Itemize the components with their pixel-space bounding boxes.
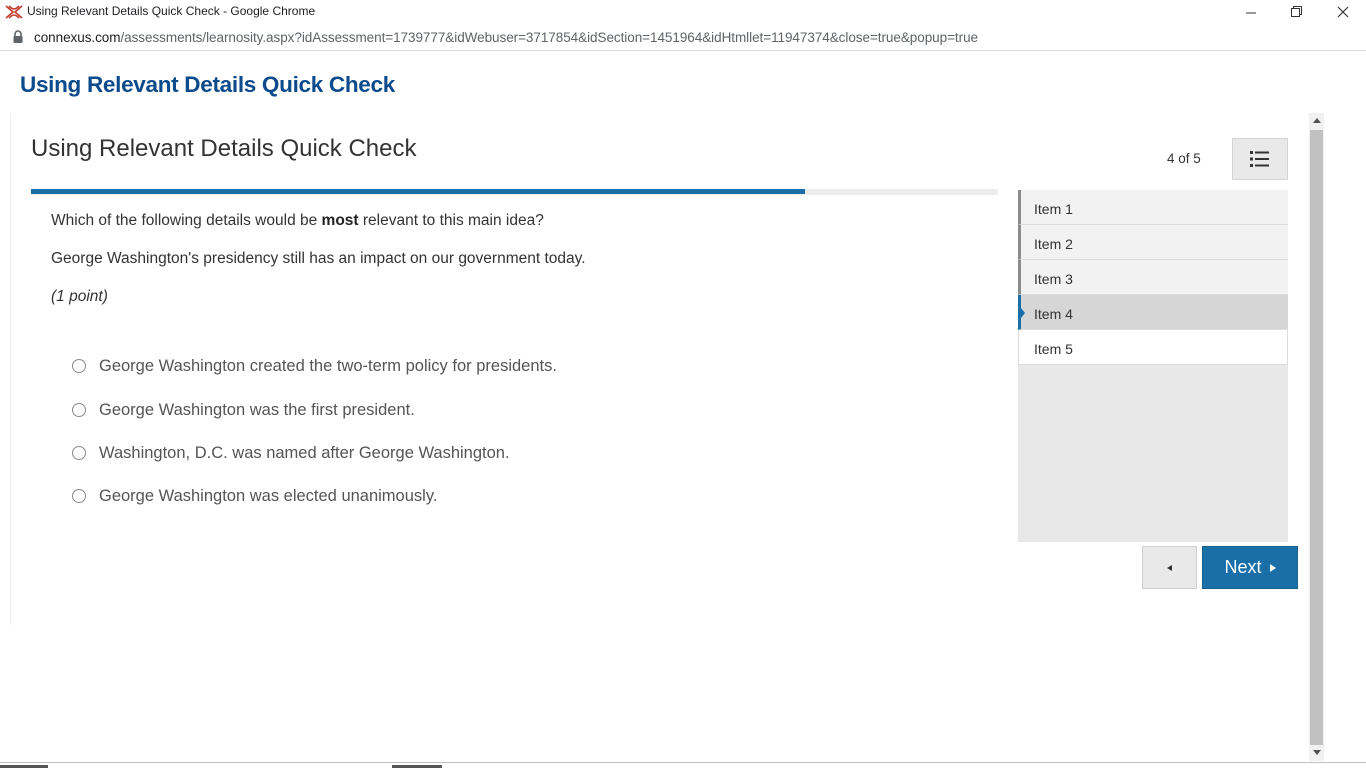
address-bar[interactable] bbox=[0, 24, 1366, 51]
item-list-entry[interactable]: Item 1 bbox=[1018, 190, 1288, 225]
page-scrollbar[interactable] bbox=[1309, 113, 1324, 761]
radio-button[interactable] bbox=[72, 359, 86, 373]
progress-bar-fill bbox=[31, 189, 805, 194]
scroll-down-button[interactable] bbox=[1309, 745, 1324, 760]
item-list-entry-label: Item 4 bbox=[1034, 306, 1073, 322]
item-list-entry-current[interactable] bbox=[1018, 295, 1288, 330]
restore-icon bbox=[1291, 6, 1303, 18]
lock-icon bbox=[12, 30, 24, 44]
answer-option[interactable] bbox=[72, 354, 557, 378]
minimize-button[interactable] bbox=[1228, 0, 1274, 24]
scroll-up-button[interactable] bbox=[1309, 113, 1324, 128]
close-button[interactable] bbox=[1320, 0, 1366, 24]
answer-option-label[interactable]: George Washington was the first president. bbox=[99, 400, 415, 419]
question-points: (1 point) bbox=[51, 288, 108, 305]
question-prompt-start: Which of the following details would be bbox=[51, 212, 322, 229]
radio-button[interactable] bbox=[72, 403, 86, 417]
question-prompt-end: relevant to this main idea? bbox=[358, 212, 544, 229]
progress-bar bbox=[31, 189, 998, 195]
window-bottom-edge bbox=[0, 762, 1366, 768]
close-icon bbox=[1337, 6, 1349, 18]
next-button[interactable] bbox=[1202, 546, 1298, 589]
list-icon bbox=[1250, 150, 1270, 168]
minimize-icon bbox=[1246, 7, 1257, 18]
scroll-up-arrow-icon bbox=[1313, 118, 1321, 123]
item-list-panel bbox=[1018, 190, 1288, 542]
next-button-label: Next bbox=[1224, 557, 1262, 577]
triangle-left-icon bbox=[1166, 564, 1174, 572]
url-text[interactable] bbox=[34, 30, 978, 45]
triangle-right-icon bbox=[1270, 564, 1276, 572]
current-item-caret-icon bbox=[1021, 308, 1025, 318]
radio-button[interactable] bbox=[72, 446, 86, 460]
item-list-entry[interactable]: Item 2 bbox=[1018, 225, 1288, 260]
answer-option[interactable] bbox=[72, 441, 510, 465]
page-heading: Using Relevant Details Quick Check bbox=[20, 72, 395, 97]
answer-option[interactable] bbox=[72, 398, 415, 422]
scrollbar-thumb[interactable] bbox=[1310, 130, 1323, 745]
radio-button[interactable] bbox=[72, 489, 86, 503]
item-list-entry[interactable]: Item 5 bbox=[1018, 330, 1288, 365]
answer-option-label[interactable]: George Washington created the two-term policy for presidents. bbox=[99, 356, 557, 375]
answer-option-label[interactable]: Washington, D.C. was named after George Washington. bbox=[99, 443, 510, 462]
item-list-toggle-button[interactable] bbox=[1232, 138, 1288, 180]
assessment-title: Using Relevant Details Quick Check bbox=[31, 135, 417, 162]
connexus-logo-icon bbox=[5, 5, 23, 19]
answer-option-label[interactable]: George Washington was elected unanimously. bbox=[99, 486, 438, 505]
previous-button[interactable] bbox=[1142, 546, 1197, 589]
window-title: Using Relevant Details Quick Check - Google Chrome bbox=[27, 4, 316, 18]
main-idea-text: George Washington's presidency still has an impact on our government today. bbox=[51, 250, 586, 267]
scroll-down-arrow-icon bbox=[1313, 750, 1321, 755]
answer-option[interactable] bbox=[72, 484, 437, 508]
browser-title-bar bbox=[0, 0, 1366, 24]
url-path: /assessments/learnosity.aspx?idAssessment=1739777&idWebuser=3717854&idSection=1451964&idHtmllet=11947374&close=true&popup=true bbox=[120, 30, 978, 45]
item-counter: 4 of 5 bbox=[1167, 151, 1201, 166]
restore-button[interactable] bbox=[1274, 0, 1320, 24]
item-list-entry[interactable]: Item 3 bbox=[1018, 260, 1288, 295]
url-host: connexus.com bbox=[34, 30, 121, 45]
question-prompt bbox=[51, 212, 544, 230]
question-prompt-emphasis: most bbox=[321, 212, 359, 229]
